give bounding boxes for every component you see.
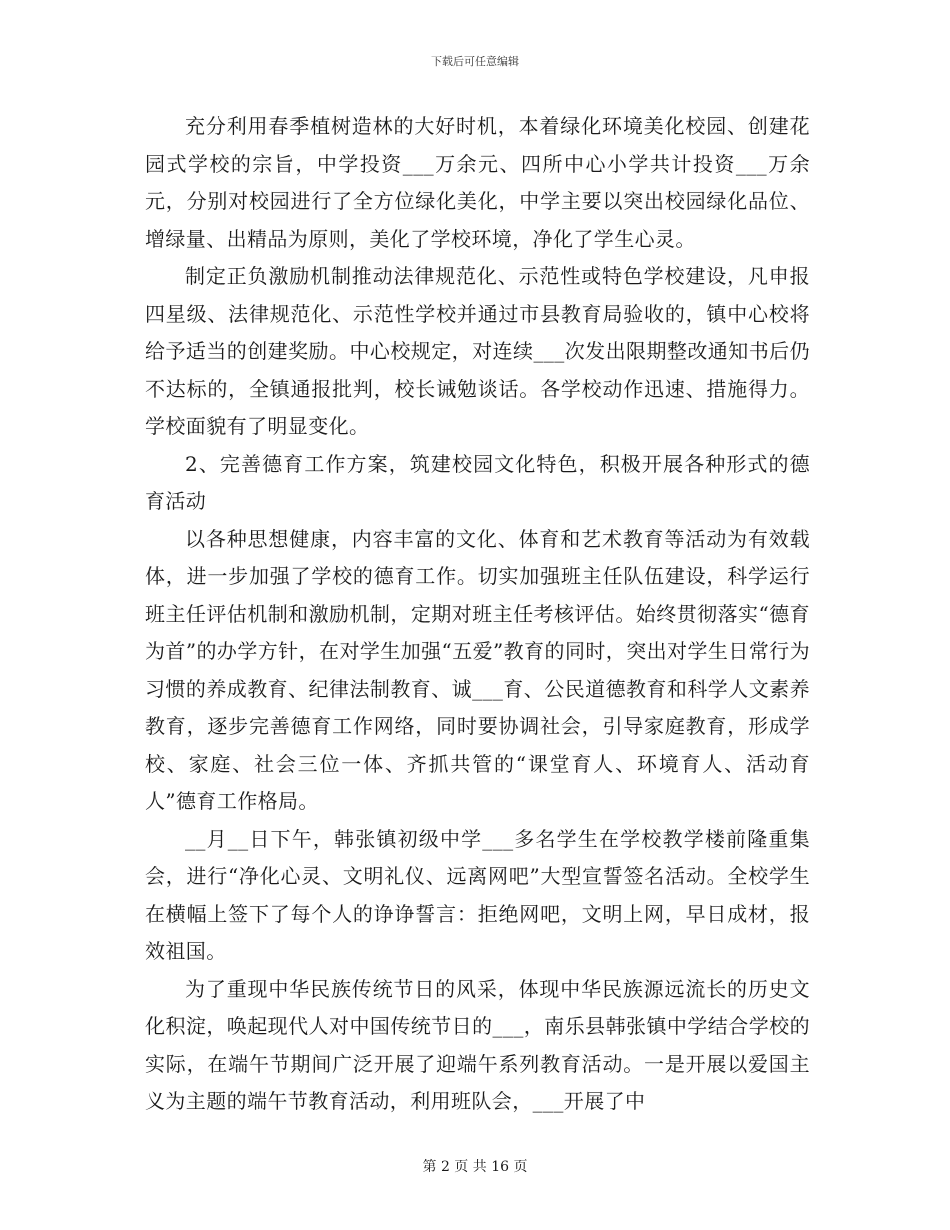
- header-note: 下载后可任意编辑: [431, 55, 519, 68]
- paragraph: __月__日下午，韩张镇初级中学___多名学生在学校教学楼前隆重集会，进行“净化心灵、文明礼仪、远离网吧”大型宣誓签名活动。全校学生在横幅上签下了每个人的诤诤誓言：拒绝网吧，文明上网，早日成材，报效祖国。: [145, 826, 810, 963]
- paragraph: 以各种思想健康，内容丰富的文化、体育和艺术教育等活动为有效载体，进一步加强了学校的德育工作。切实加强班主任队伍建设，科学运行班主任评估机制和激励机制，定期对班主任考核评估。始终贯彻落实“德育为首”的办学方针，在对学生加强“五爱”教育的同时，突出对学生日常行为习惯的养成教育、纪律法制教育、诚___育、公民道德教育和科学人文素养教育，逐步完善德育工作网络，同时要协调社会，引导家庭教育，形成学校、家庭、社会三位一体、齐抓共管的“课堂育人、环境育人、活动育人”德育工作格局。: [145, 526, 810, 813]
- section-heading: 2、完善德育工作方案，筑建校园文化特色，积极开展各种形式的德育活动: [145, 451, 810, 513]
- paragraph: 充分利用春季植树造林的大好时机，本着绿化环境美化校园、创建花园式学校的宗旨，中学投资___万余元、四所中心小学共计投资___万余元，分别对校园进行了全方位绿化美化，中学主要以突出校园绿化品位、增绿量、出精品为原则，美化了学校环境，净化了学生心灵。: [145, 114, 810, 251]
- document-body: [145, 108, 810, 1121]
- paragraph: 为了重现中华民族传统节日的风采，体现中华民族源远流长的历史文化积淀，唤起现代人对中国传统节日的___，南乐县韩张镇中学结合学校的实际，在端午节期间广泛开展了迎端午系列教育活动。一是开展以爱国主义为主题的端午节教育活动，利用班队会，___开展了中: [145, 976, 810, 1113]
- page-footer: 第 2 页 共 16 页: [422, 1159, 528, 1175]
- paragraph: 制定正负激励机制推动法律规范化、示范性或特色学校建设，凡申报四星级、法律规范化、示范性学校并通过市县教育局验收的，镇中心校将给予适当的创建奖励。中心校规定，对连续___次发出限期整改通知书后仍不达标的，全镇通报批判，校长诫勉谈话。各学校动作迅速、措施得力。学校面貌有了明显变化。: [145, 264, 810, 438]
